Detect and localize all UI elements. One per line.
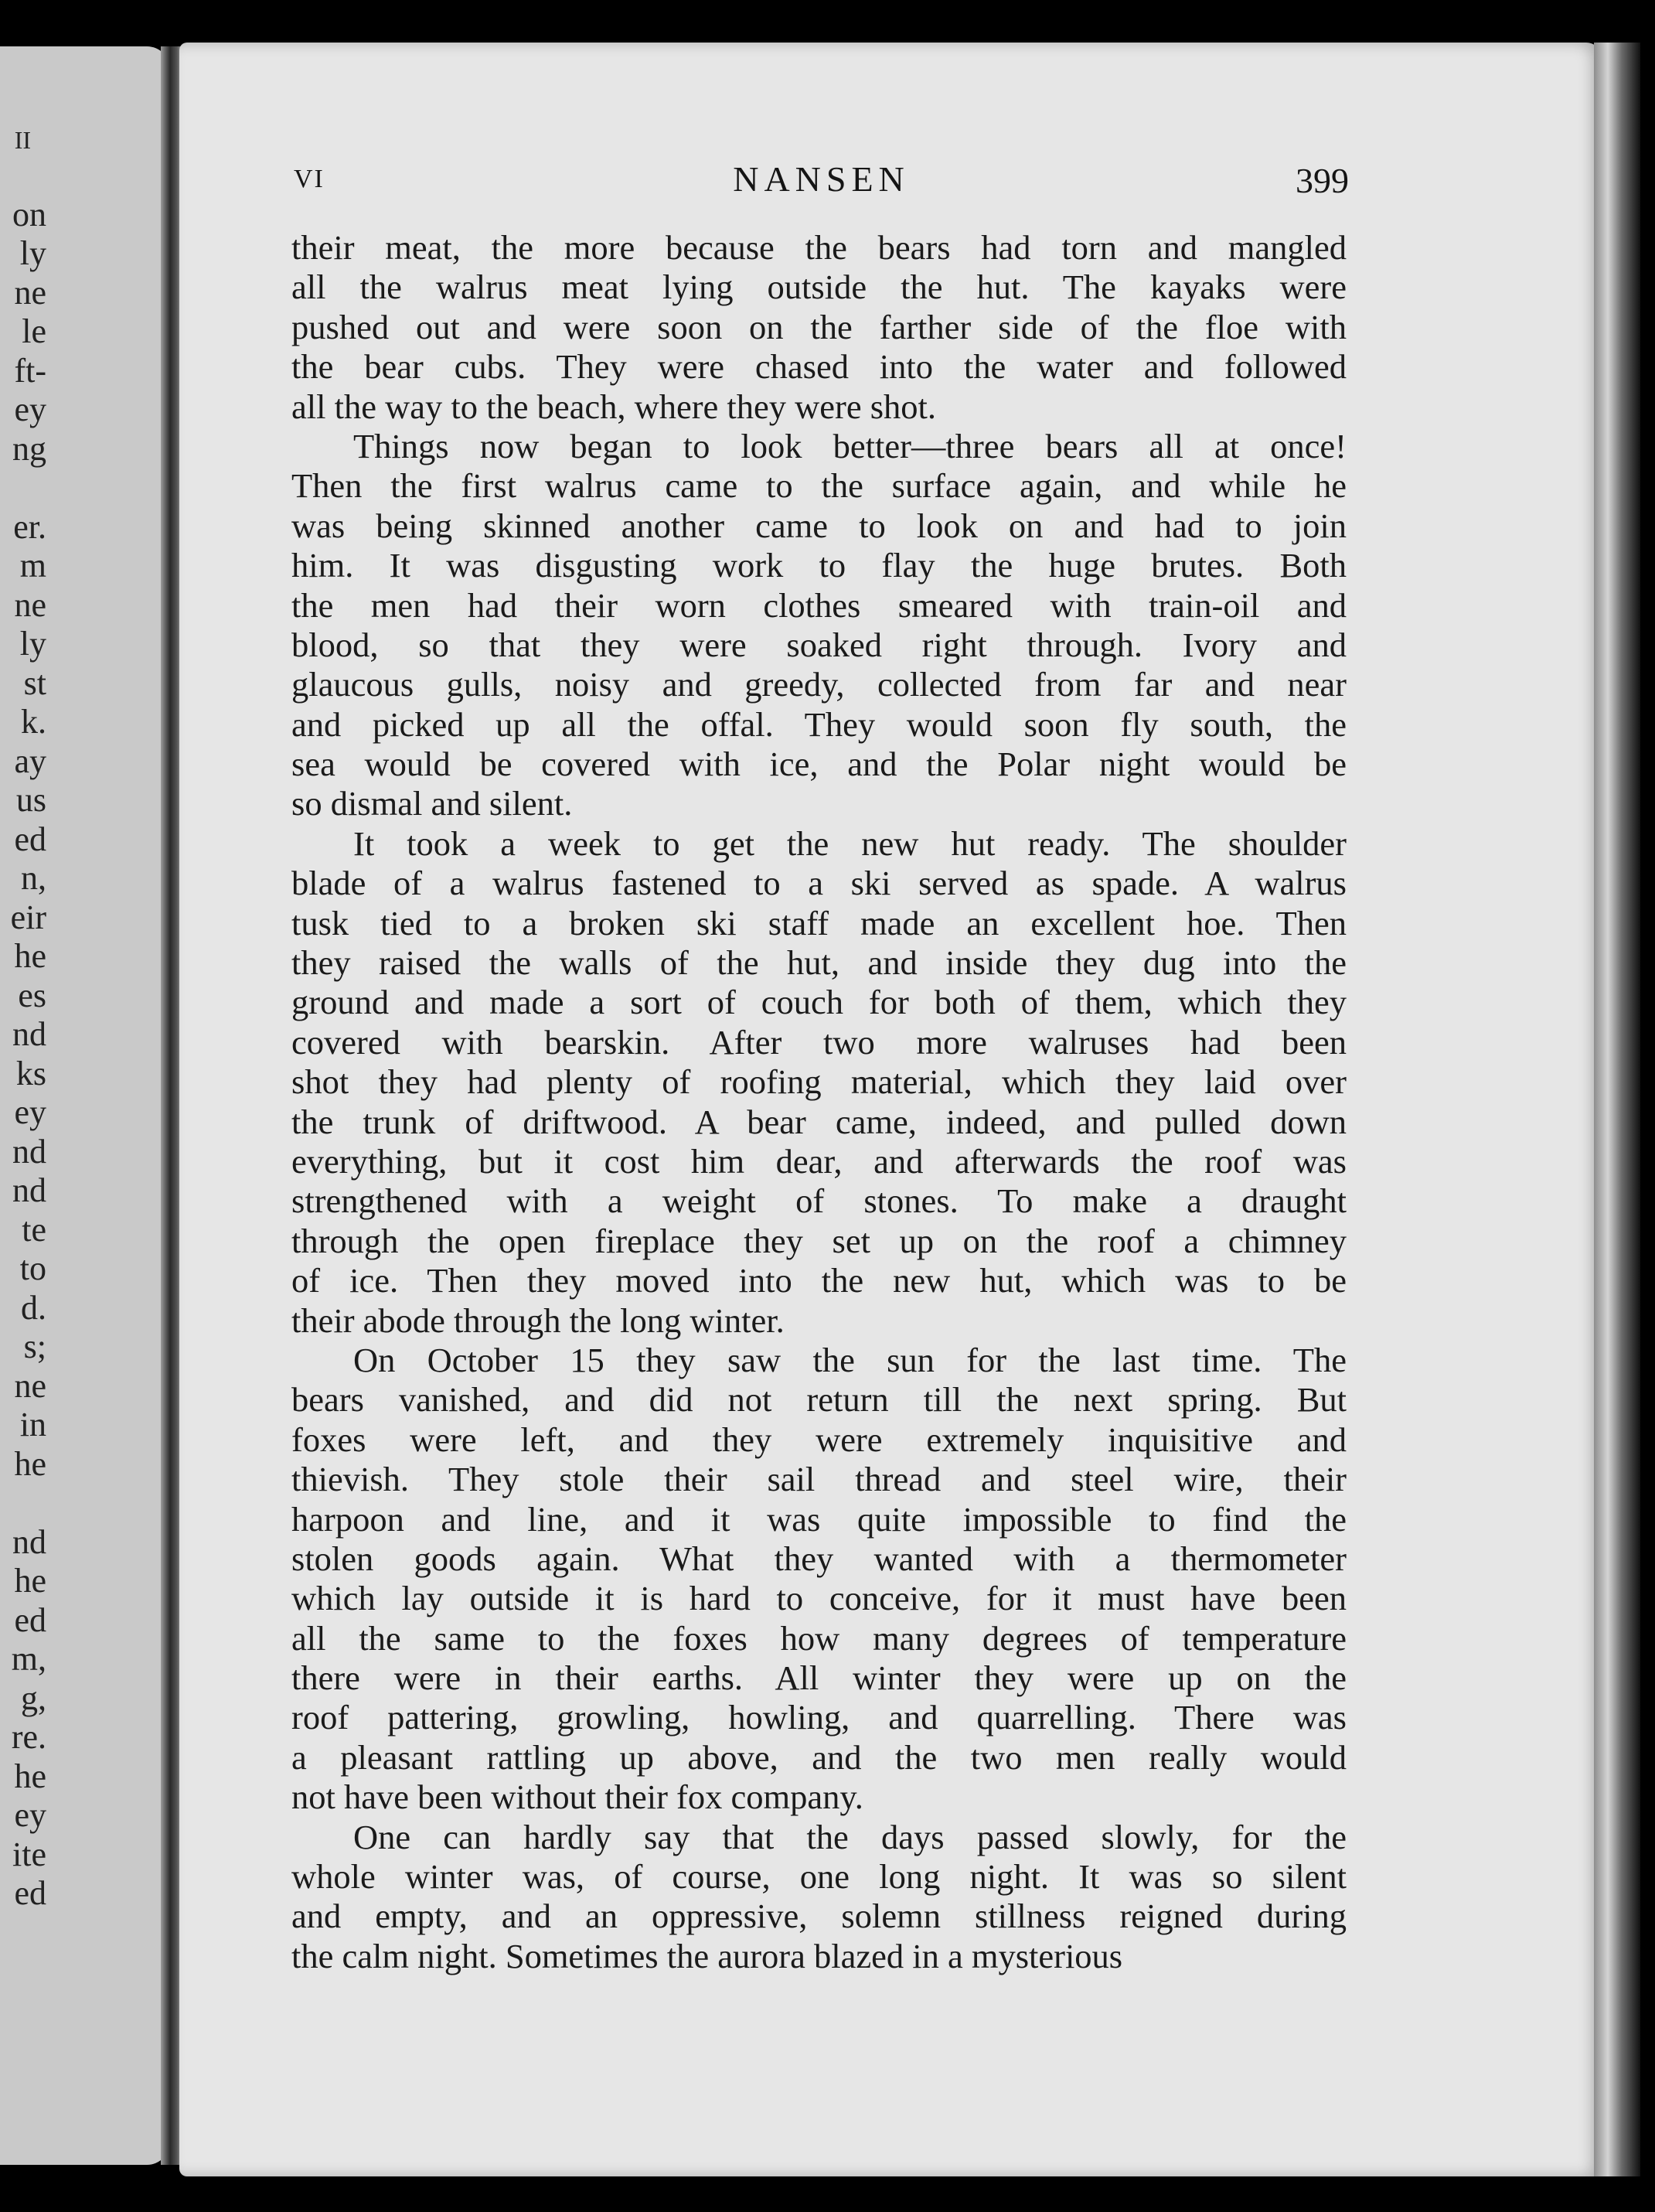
- text-line: harpoon and line, and it was quite impossible to find the: [291, 1499, 1347, 1539]
- paragraph: [291, 228, 1347, 427]
- left-page-text-fragment: nd: [12, 1015, 46, 1053]
- text-line: bears vanished, and did not return till the next spring. But: [291, 1380, 1347, 1420]
- text-line: foxes were left, and they were extremely inquisitive and: [291, 1420, 1347, 1459]
- left-page-text-fragment: he: [14, 1757, 46, 1795]
- text-line: and picked up all the offal. They would soon fly south, the: [291, 704, 1347, 744]
- left-page-text-fragment: he: [14, 1444, 46, 1483]
- text-line: so dismal and silent.: [291, 784, 573, 823]
- text-line: ground and made a sort of couch for both of them, which they: [291, 983, 1347, 1022]
- left-page-text-fragment: er.: [13, 507, 46, 546]
- text-line: stolen goods again. What they wanted with a thermometer: [291, 1539, 1347, 1578]
- paragraph: [291, 824, 1347, 1341]
- left-page-text-fragment: ng: [12, 429, 46, 468]
- left-page-text-fragment: ey: [14, 390, 46, 428]
- left-page-text-fragment: he: [14, 937, 46, 975]
- text-line: blood, so that they were soaked right through. Ivory and: [291, 625, 1347, 664]
- text-line: was being skinned another came to look on and had to join: [291, 506, 1347, 545]
- left-page-text-fragment: nd: [12, 1132, 46, 1171]
- paragraph: [291, 1341, 1347, 1818]
- text-line: of ice. Then they moved into the new hut, which was to be: [291, 1261, 1347, 1300]
- left-page-text-fragment: es: [18, 976, 46, 1014]
- text-line: their meat, the more because the bears had torn and mangled: [291, 228, 1347, 267]
- left-page-text-fragment: ks: [15, 1054, 46, 1092]
- text-line: glaucous gulls, noisy and greedy, collected from far and near: [291, 665, 1347, 704]
- text-line: not have been without their fox company.: [291, 1777, 863, 1817]
- left-page-text-fragment: ey: [14, 1796, 46, 1834]
- left-page-text-fragment: n,: [21, 859, 46, 897]
- left-page-text-fragment: ne: [14, 585, 46, 624]
- text-line: there were in their earths. All winter they were up on the: [291, 1658, 1347, 1698]
- left-page-text-fragment: s;: [23, 1328, 46, 1365]
- left-page-text-fragment: m: [19, 547, 46, 585]
- text-line: thievish. They stole their sail thread and steel wire, their: [291, 1460, 1347, 1499]
- left-page-text-fragment: re.: [11, 1718, 46, 1756]
- left-page-text-fragment: ed: [14, 820, 46, 858]
- left-page-text-fragment: ft-: [14, 351, 46, 390]
- left-page-text-fragment: ed: [14, 1874, 46, 1912]
- text-line: sea would be covered with ice, and the Polar night would be: [291, 745, 1347, 784]
- left-page-edge: [0, 46, 170, 2165]
- left-page-text-fragment: g,: [21, 1679, 46, 1717]
- left-page-text-fragment: ed: [14, 1600, 46, 1639]
- text-line: all the way to the beach, where they were shot.: [291, 387, 937, 426]
- chapter-number: VI: [294, 165, 325, 193]
- text-line: him. It was disgusting work to flay the huge brutes. Both: [291, 546, 1347, 585]
- text-line: pushed out and were soon on the farther side of the floe with: [291, 307, 1347, 346]
- left-page-text-fragment: ite: [12, 1835, 46, 1873]
- left-page-text-fragment: le: [22, 312, 46, 350]
- left-page-text-fragment: II: [14, 126, 31, 154]
- text-line: One can hardly say that the days passed slowly, for the: [353, 1817, 1347, 1856]
- left-page-text-fragment: d.: [21, 1288, 46, 1327]
- left-page-text-fragment: k.: [21, 703, 46, 741]
- text-line: they raised the walls of the hut, and inside they dug into the: [291, 943, 1347, 983]
- page-edge-shadow: [1594, 43, 1640, 2176]
- text-line: Then the first walrus came to the surface again, and while he: [291, 466, 1347, 506]
- left-page-text-fragment: he: [14, 1562, 46, 1600]
- text-line: It took a week to get the new hut ready. The shoulder: [353, 823, 1347, 863]
- text-line: tusk tied to a broken ski staff made an excellent hoe. Then: [291, 903, 1347, 942]
- left-page-text-fragment: eir: [10, 898, 46, 936]
- left-page-text-fragment: te: [22, 1210, 46, 1249]
- body-text: [291, 228, 1347, 1976]
- text-line: all the same to the foxes how many degrees of temperature: [291, 1618, 1347, 1658]
- text-line: whole winter was, of course, one long night. It was so silent: [291, 1857, 1347, 1897]
- text-line: On October 15 they saw the sun for the last time. The: [353, 1340, 1347, 1379]
- left-page-text-fragment: ay: [14, 741, 46, 780]
- left-page-text-fragment: ey: [14, 1093, 46, 1131]
- left-page-text-fragment: ly: [19, 625, 46, 663]
- left-page-text-fragment: nd: [12, 1171, 46, 1209]
- left-page-text-fragment: nd: [12, 1522, 46, 1561]
- running-head: [294, 158, 1349, 205]
- text-line: roof pattering, growling, howling, and quarrelling. There was: [291, 1698, 1347, 1737]
- paragraph: [291, 427, 1347, 824]
- left-page-text-fragment: on: [12, 195, 46, 233]
- text-line: the men had their worn clothes smeared with train-oil and: [291, 585, 1347, 625]
- running-title: NANSEN: [733, 159, 910, 199]
- left-page-text-fragment: st: [23, 663, 46, 702]
- text-line: Things now began to look better—three bears all at once!: [353, 426, 1347, 465]
- left-page-text-fragment: ne: [14, 1366, 46, 1405]
- left-page-text-fragment: ne: [14, 273, 46, 312]
- text-line: blade of a walrus fastened to a ski served as spade. A walrus: [291, 864, 1347, 903]
- text-line: through the open fireplace they set up on the roof a chimney: [291, 1221, 1347, 1260]
- text-line: the trunk of driftwood. A bear came, indeed, and pulled down: [291, 1102, 1347, 1141]
- paragraph: [291, 1818, 1347, 1977]
- left-page-text-fragment: m,: [11, 1640, 46, 1678]
- text-line: their abode through the long winter.: [291, 1300, 785, 1340]
- page-number: 399: [1296, 161, 1349, 200]
- text-line: a pleasant rattling up above, and the two men really would: [291, 1737, 1347, 1777]
- text-line: and empty, and an oppressive, solemn stillness reigned during: [291, 1897, 1347, 1936]
- text-line: covered with bearskin. After two more walruses had been: [291, 1022, 1347, 1062]
- text-line: all the walrus meat lying outside the hut. The kayaks were: [291, 268, 1347, 307]
- left-page-text-fragment: to: [19, 1249, 46, 1287]
- text-line: which lay outside it is hard to conceive, for it must have been: [291, 1579, 1347, 1618]
- left-page-text-fragment: ly: [19, 234, 46, 272]
- left-page-text-fragment: in: [19, 1406, 46, 1443]
- text-line: the bear cubs. They were chased into the water and followed: [291, 347, 1347, 387]
- text-line: shot they had plenty of roofing material, which they laid over: [291, 1062, 1347, 1102]
- text-line: everything, but it cost him dear, and afterwards the roof was: [291, 1141, 1347, 1181]
- left-page-text-fragment: us: [15, 781, 46, 819]
- text-line: the calm night. Sometimes the aurora blazed in a mysterious: [291, 1936, 1123, 1975]
- text-line: strengthened with a weight of stones. To make a draught: [291, 1181, 1347, 1221]
